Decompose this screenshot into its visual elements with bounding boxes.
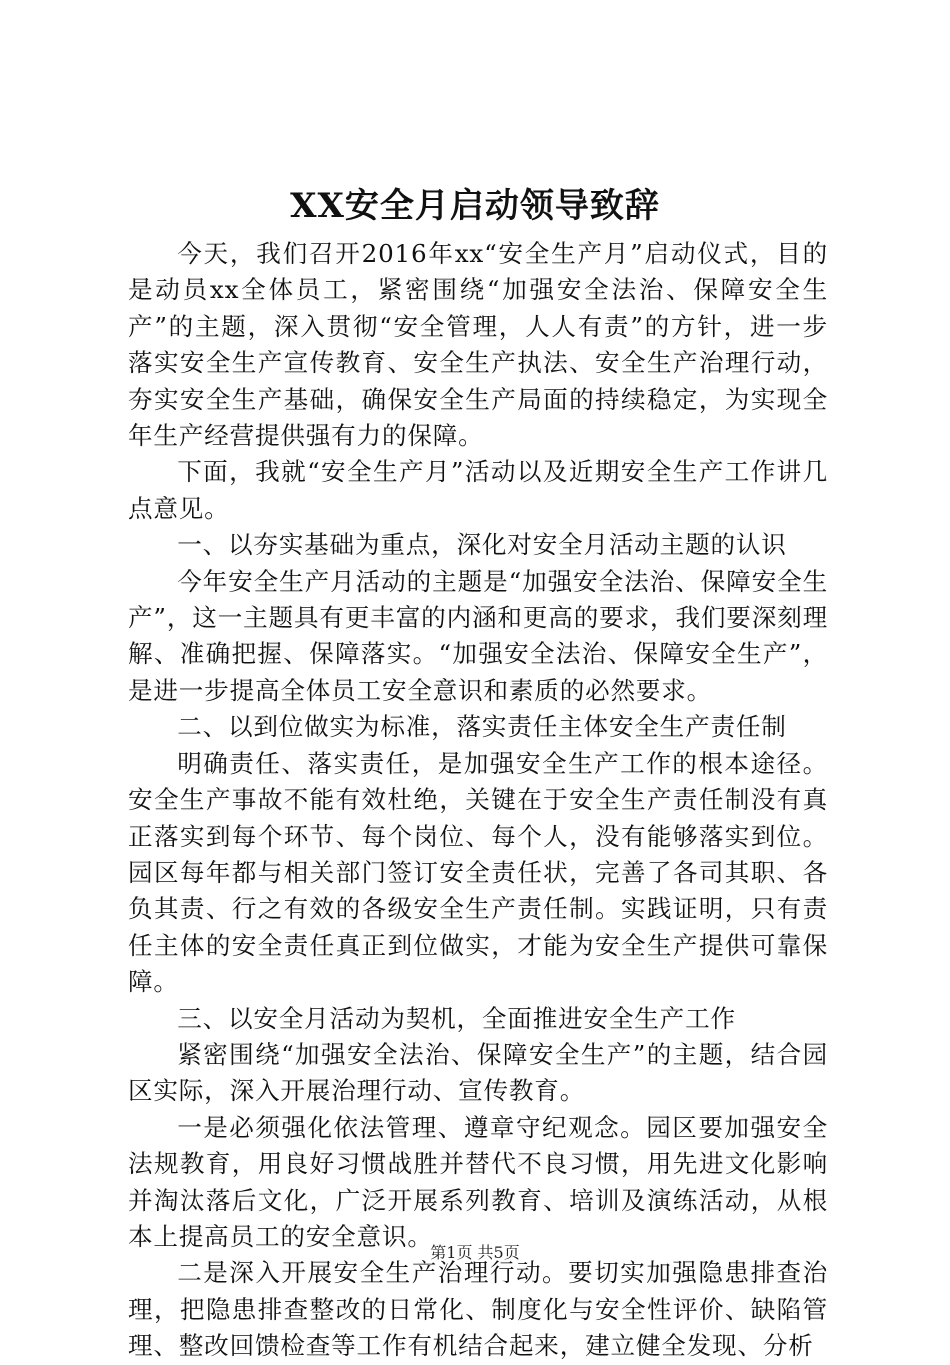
document-body (128, 236, 828, 1365)
document-title: XX安全月启动领导致辞 (290, 186, 660, 226)
paragraph: 今天，我们召开2016年xx“安全生产月”启动仪式，目的是动员xx全体员工，紧密围绕“加强安全法治、保障安全生产”的主题，深入贯彻“安全管理，人人有责”的方针，进一步落实安全生产宣传教育、安全生产执法、安全生产治理行动，夯实安全生产基础，确保安全生产局面的持续稳定，为实现全年生产经营提供强有力的保障。 (128, 239, 828, 451)
paragraph: 下面，我就“安全生产月”活动以及近期安全生产工作讲几点意见。 (128, 457, 828, 523)
paragraph: 今年安全生产月活动的主题是“加强安全法治、保障安全生产”，这一主题具有更丰富的内涵和更高的要求，我们要深刻理解、准确把握、保障落实。“加强安全法治、保障安全生产”，是进一步提高全体员工安全意识和素质的必然要求。 (128, 566, 828, 705)
section-heading: 二、以到位做实为标准，落实责任主体安全生产责任制 (177, 712, 787, 742)
paragraph: 二是深入开展安全生产治理行动。要切实加强隐患排查治理，把隐患排查整改的日常化、制度化与安全性评价、缺陷管理、整改回馈检查等工作有机结合起来，建立健全发现、分析 (128, 1258, 828, 1361)
paragraph: 明确责任、落实责任，是加强安全生产工作的根本途径。安全生产事故不能有效杜绝，关键在于安全生产责任制没有真正落实到每个环节、每个岗位、每个人，没有能够落实到位。园区每年都与相关部门签订安全责任状，完善了各司其职、各负其责、行之有效的各级安全生产责任制。实践证明，只有责任主体的安全责任真正到位做实，才能为安全生产提供可靠保障。 (128, 748, 828, 997)
page-footer: 第1页 共5页 (430, 1243, 520, 1262)
paragraph: 一是必须强化依法管理、遵章守纪观念。园区要加强安全法规教育，用良好习惯战胜并替代不良习惯，用先进文化影响并淘汰落后文化，广泛开展系列教育、培训及演练活动，从根本上提高员工的安全意识。 (128, 1112, 828, 1251)
paragraph: 紧密围绕“加强安全法治、保障安全生产”的主题，结合园区实际，深入开展治理行动、宣传教育。 (128, 1039, 828, 1106)
section-heading: 三、以安全月活动为契机，全面推进安全生产工作 (177, 1003, 736, 1033)
section-heading: 一、以夯实基础为重点，深化对安全月活动主题的认识 (177, 530, 787, 560)
